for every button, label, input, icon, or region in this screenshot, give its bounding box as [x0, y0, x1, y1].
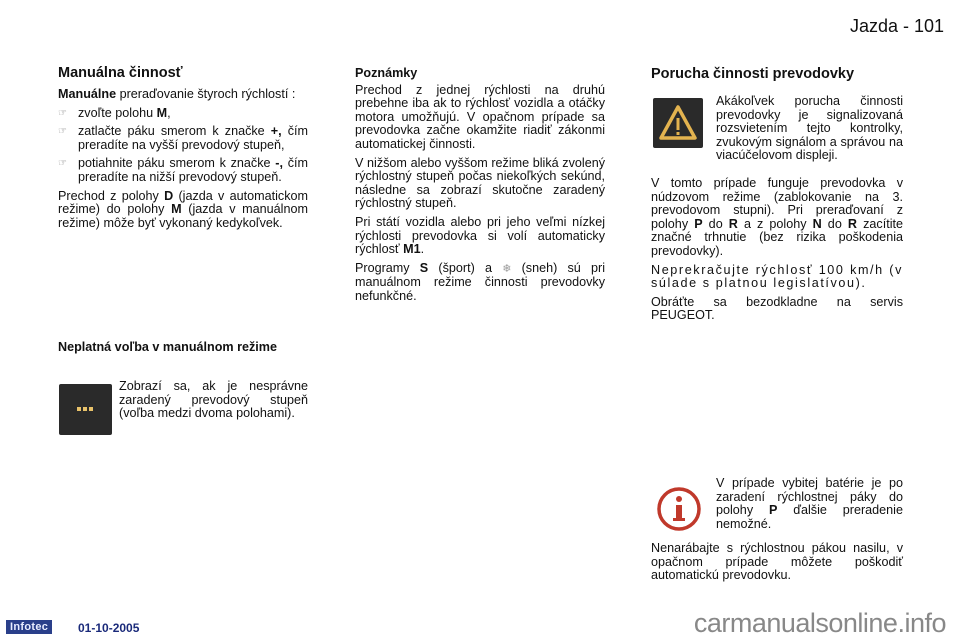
text: V prípade vybitej batérie je po zaradení rýchlostnej páky do polohy: [716, 476, 903, 518]
text: do: [821, 216, 848, 231]
watermark: carmanualsonline.info: [693, 608, 946, 638]
text: do: [702, 216, 729, 231]
text: (jazda v automatickom režime) do polohy: [58, 188, 308, 217]
footer-date: 01-10-2005: [78, 621, 140, 635]
pointing-hand-icon: ☞: [58, 107, 67, 119]
text: potiahnite páku smerom k značke: [78, 156, 276, 171]
speed-limit-paragraph: [651, 264, 903, 291]
intro-text: preraďovanie štyroch rýchlostí :: [116, 87, 296, 101]
notes-paragraph: V nižšom alebo vyššom režime bliká zvolený rýchlostný stupeň počas niekoľkých sekúnd, následne sa zobrazí skutočne zaradený rýchlostný stupeň.: [355, 155, 605, 211]
bold: P: [768, 503, 778, 518]
text: Neprekračujte rýchlosť 100 km/h (v súlade s platnou legislatívou).: [651, 262, 903, 291]
service-paragraph: Obráťte sa bezodkladne na servis PEUGEOT.: [651, 294, 903, 323]
text: ,: [167, 105, 171, 120]
notes-paragraph: Prechod z jednej rýchlosti na druhú prebehne iba ak to rýchlosť vozidla a otáčky motora umožňujú. V opačnom prípade sa prevodovka začne okamžite riadiť zákonmi automatickej činnosti.: [355, 82, 605, 151]
intro-paragraph: [58, 88, 308, 102]
text: zatlačte páku smerom k značke: [78, 124, 271, 139]
list-item: [58, 157, 308, 184]
warning-text-block: [716, 95, 903, 168]
bold: N: [812, 216, 822, 231]
text: (šport) a: [428, 260, 503, 275]
notes-paragraph: [355, 262, 605, 304]
invalid-gear-indicator-icon: [59, 384, 112, 435]
caution-paragraph: Nenarábajte s rýchlostnou pákou nasilu, v opačnom prípade môžete poškodiť automatickú prevodovku.: [651, 541, 903, 583]
invalid-description: Zobrazí sa, ak je nesprávne zaradený prevodový stupeň (voľba medzi dvoma polohami).: [119, 379, 308, 421]
bold: R: [847, 216, 858, 231]
failure-paragraph: [651, 177, 903, 259]
battery-note: [716, 477, 903, 531]
section-heading-failure: Porucha činnosti prevodovky: [651, 66, 855, 82]
notes-heading: Poznámky: [355, 66, 418, 80]
bold: M: [171, 202, 182, 217]
subsection-heading-invalid: Neplatná voľba v manuálnom režime: [58, 340, 278, 354]
bold: M1: [403, 242, 421, 257]
middle-column: [355, 67, 605, 309]
info-text-block: [716, 477, 903, 536]
text: Pri státí vozidla alebo pri jeho veľmi nízkej rýchlosti prevodovka si volí automaticky rýchlosť: [355, 214, 605, 257]
text: (sneh) sú pri manuálnom režime činnosti prevodovky nefunkčné.: [355, 260, 605, 303]
bold: M: [156, 105, 168, 120]
pointing-hand-icon: ☞: [58, 126, 67, 138]
text: Programy: [355, 260, 420, 275]
info-icon: [656, 486, 702, 532]
text: ďalšie preradenie nemožné.: [716, 503, 903, 531]
bold: P: [694, 216, 703, 231]
text: V tomto prípade funguje prevodovka v núdzovom režime (zablokovanie na 3. prevodovom stupni). Pri preraďovaní z polohy: [651, 176, 903, 231]
warning-triangle-icon: [653, 98, 703, 148]
notes-paragraph: [355, 216, 605, 257]
text: zvoľte polohu: [78, 105, 157, 120]
left-column: [58, 88, 308, 235]
snowflake-icon: ❄: [502, 262, 512, 275]
text: a z polohy: [737, 216, 813, 231]
text: (jazda v manuálnom režime) môže byť vykonaný kedykoľvek.: [58, 202, 308, 230]
section-heading-manual: Manuálna činnosť: [58, 65, 183, 81]
caution-block: [651, 542, 903, 588]
list-item: [58, 107, 308, 121]
text: čím preradíte na nižší prevodový stupeň.: [78, 156, 308, 184]
intro-bold: Manuálne: [58, 87, 117, 101]
text: čím preradíte na vyšší prevodový stupeň,: [78, 124, 308, 152]
pointing-hand-icon: ☞: [58, 158, 67, 170]
bold: +,: [270, 124, 282, 139]
infotec-logo: Infotec: [6, 620, 52, 634]
text: .: [420, 242, 425, 257]
text: Prechod z polohy: [58, 188, 165, 203]
page-header-title: Jazda - 101: [849, 16, 944, 36]
text: zacítite značné trhnutie (bez rizika poškodenia prevodovky).: [651, 216, 903, 258]
list-item: [58, 125, 308, 152]
bold: D: [164, 188, 174, 203]
bold: -,: [275, 156, 283, 171]
invalid-text-block: [119, 380, 308, 426]
warning-description: Akákoľvek porucha činnosti prevodovky je signalizovaná rozsvietením tejto kontrolky, zvukovým signálom a správou na viacúčelovom displeji.: [716, 94, 903, 163]
bold: S: [419, 260, 429, 275]
right-column: [651, 177, 903, 328]
transition-paragraph: [58, 190, 308, 231]
bold: R: [728, 216, 738, 231]
